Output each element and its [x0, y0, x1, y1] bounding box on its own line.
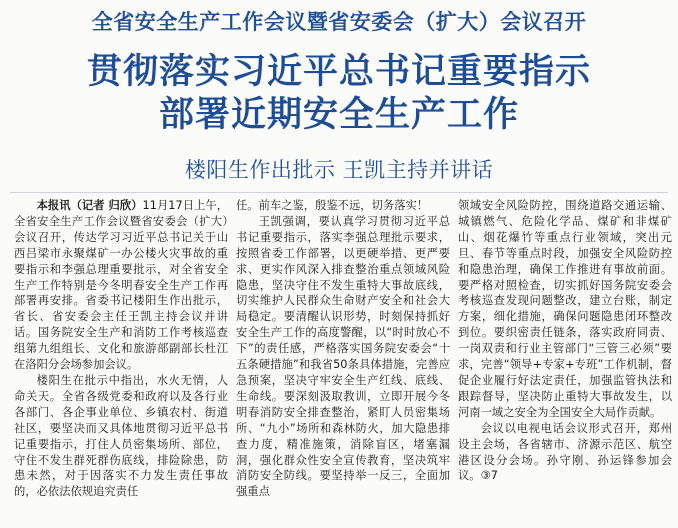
byline: 本报讯（记者 归欣）	[36, 199, 143, 212]
article-paragraph: 会议以电视电话会议形式召开，郑州设主会场，各省辖市、济源示范区、航空港区设分会场。孙守刚、孙运锋参加会议。③7	[458, 421, 672, 483]
main-headline	[0, 50, 678, 136]
subheadline: 楼阳生作出批示 王凯主持并讲话	[184, 158, 494, 182]
article-paragraph: 任。前车之鉴，殷鉴不远，切务落实！	[236, 199, 429, 212]
article-column-2	[236, 198, 450, 524]
article-paragraph: 领域安全风险防控，围绕道路交通运输、城镇燃气、危险化学品、煤矿和非煤矿山、烟花爆竹等重点行业领域，突出元旦、春节等重点时段，加强安全风险防控和隐患治理，确保工作推进有事故前面。要严格对照检查，切实抓好国务院安委会考核巡查发现问题整改，建立台账，制定方案，细化措施，确保问题隐患闭环整改到位。要织密责任链条，落实政府同责、一岗双责和行业主管部门“三管三必须”要求，完善“领导+专家+专班”工作机制，督促企业履行好法定责任，加强监管执法和跟踪督导，坚决防止重特大事故发生，以河南一域之安全为全国安全大局作贡献。	[458, 199, 672, 419]
article-paragraph: 楼阳生在批示中指出，水火无情，人命关天。全省各级党委和政府以及各行业各部门、各企事业单位、乡镇农村、街道社区，要坚决而又具体地贯彻习近平总书记重要指示，打住人员密集场所、部位，守住不发生群死群伤底线，排险除患，防患未然，对于因落实不力发生责任事故的，必依法依规追究责任	[14, 373, 228, 499]
header-divider	[10, 192, 668, 193]
article-paragraph	[14, 198, 228, 373]
article-column-3	[458, 198, 672, 524]
main-headline-line2: 部署近期安全生产工作	[158, 94, 519, 135]
main-headline-line1: 贯彻落实习近平总书记重要指示	[86, 51, 591, 92]
article-column-1	[14, 198, 228, 524]
article-paragraph: 王凯强调，要认真学习贯彻习近平总书记重要指示，落实李强总理批示要求，按照省委工作部署，以更硬举措、更严要求、更实作风深入排查整治重点领域风险隐患，坚决守住不发生重特大事故底线，切实维护人民群众生命财产安全和社会大局稳定。要清醒认识形势，时刻保持抓好安全生产工作的高度警醒，以“时时放心不下”的责任感，严格落实国务院安委会“十五条硬措施”和我省50条具体措施，完善应急预案，坚决守牢安全生产红线、底线、生命线。要深刻汲取教训，立即开展今冬明春消防安全排查整治，紧盯人员密集场所、“九小”场所和森林防火，加大隐患排查力度，精准施策，消除盲区，堵塞漏洞，强化群众性安全宣传教育，坚决筑牢消防安全防线。要坚持举一反三，全面加强重点	[236, 214, 450, 499]
article-body	[14, 198, 672, 524]
kicker-headline: 全省安全生产工作会议暨省安委会（扩大）会议召开	[91, 10, 587, 34]
paragraph-text: 11月17日上午，全省安全生产工作会议暨省安委会（扩大）会议召开，传达学习习近平总书记关于山西吕梁市永聚煤矿一办公楼火灾事故的重要指示和李强总理重要批示，对全省安全生产工作特别是今冬明春安全生产工作再部署再安排。省委书记楼阳生作出批示，省长、省安委会主任王凯主持会议并讲话。国务院安全生产和消防工作考核巡查组第九组组长、文化和旅游部副部长杜江在洛阳分会场参加会议。	[14, 199, 228, 372]
